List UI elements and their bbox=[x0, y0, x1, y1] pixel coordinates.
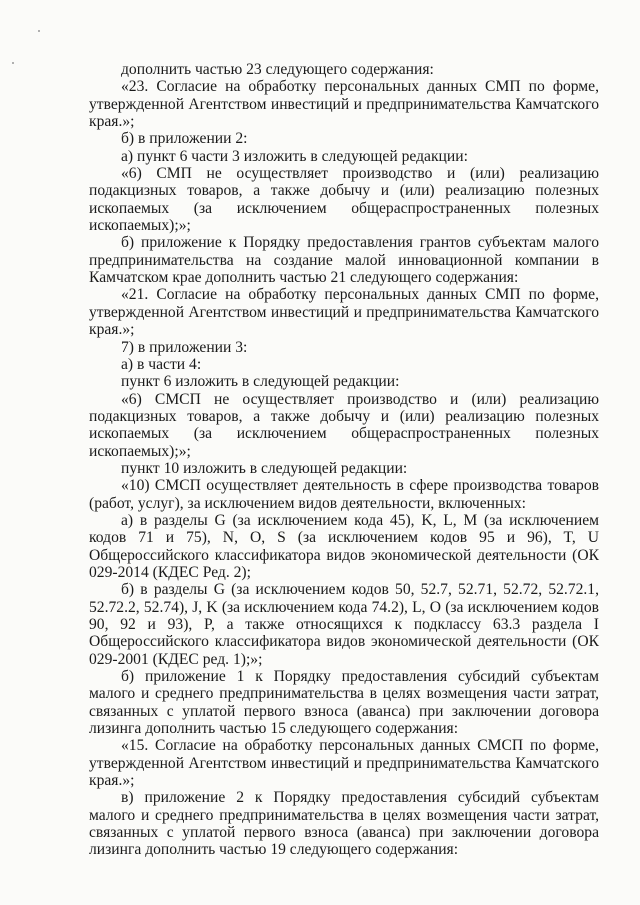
paragraph: а) пункт 6 части 3 изложить в следующей редакции: bbox=[121, 147, 468, 165]
paragraph: «10) СМСП осуществляет деятельность в сфере производства товаров (работ, услуг), за исключением видов деятельности, включенных: bbox=[89, 477, 599, 512]
paragraph: «6) СМП не осуществляет производство и (или) реализацию подакцизных товаров, а также добычу и (или) реализацию полезных ископаемых (за исключением общераспространенных полезных ископаемых);»; bbox=[89, 165, 599, 235]
paragraph: «6) СМСП не осуществляет производство и (или) реализацию подакцизных товаров, а также добычу и (или) реализацию полезных ископаемых (за исключением общераспространенных полезных ископаемых);»; bbox=[89, 390, 599, 460]
scan-speck bbox=[12, 62, 14, 64]
paragraph: «21. Согласие на обработку персональных данных СМП по форме, утвержденной Агентством инвестиций и предпринимательства Камчатского края.»; bbox=[89, 286, 599, 339]
paragraph: пункт 6 изложить в следующей редакции: bbox=[121, 373, 400, 391]
paragraph: а) в части 4: bbox=[121, 355, 202, 373]
paragraph: «23. Согласие на обработку персональных данных СМП по форме, утвержденной Агентством инвестиций и предпринимательства Камчатского края.»; bbox=[89, 78, 599, 131]
paragraph: б) в разделы G (за исключением кодов 50, 52.7, 52.71, 52.72, 52.72.1, 52.72.2, 52.74), J, K (за исключением кода 74.2), L, O (за исключением кодов 90, 92 и 93), P, а также относящихся к подклассу 63.3 раздела I Общероссийского классификатора видов экономической деятельности (ОК 029-2001 (КДЕС ред. 1);»; bbox=[89, 581, 599, 668]
paragraph: б) приложение к Порядку предоставления грантов субъектам малого предпринимательства на создание малой инновационной компании в Камчатском крае дополнить частью 21 следующего содержания: bbox=[89, 234, 599, 287]
scan-speck bbox=[38, 30, 40, 32]
document-body bbox=[89, 61, 599, 859]
paragraph: а) в разделы G (за исключением кода 45), K, L, M (за исключением кодов 71 и 75), N, O, S (за исключением кодов 95 и 96), T, U Общероссийского классификатора видов экономической деятельности (ОК 029-2014 (КДЕС Ред. 2); bbox=[89, 511, 599, 581]
paragraph: в) приложение 2 к Порядку предоставления субсидий субъектам малого и среднего предпринимательства в целях возмещения части затрат, связанных с уплатой первого взноса (аванса) при заключении договора лизинга дополнить частью 19 следующего содержания: bbox=[89, 789, 599, 859]
paragraph: б) в приложении 2: bbox=[121, 130, 248, 148]
paragraph: «15. Согласие на обработку персональных данных СМСП по форме, утвержденной Агентством инвестиций и предпринимательства Камчатского края.»; bbox=[89, 737, 599, 790]
paragraph: 7) в приложении 3: bbox=[121, 338, 248, 356]
paragraph: дополнить частью 23 следующего содержания: bbox=[121, 61, 434, 78]
paragraph: пункт 10 изложить в следующей редакции: bbox=[121, 459, 408, 477]
paragraph: б) приложение 1 к Порядку предоставления субсидий субъектам малого и среднего предпринимательства в целях возмещения части затрат, связанных с уплатой первого взноса (аванса) при заключении договора лизинга дополнить частью 15 следующего содержания: bbox=[89, 668, 599, 738]
